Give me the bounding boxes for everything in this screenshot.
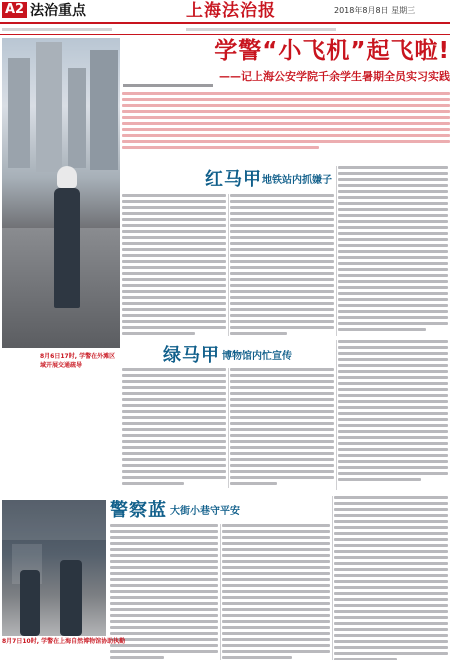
- officer-figure: [54, 188, 80, 308]
- lead-photo-caption: 8月6日17时, 学警在外滩区域开展交通疏导: [40, 353, 116, 369]
- section-2-column-2: [230, 368, 334, 488]
- section-3-column-3: [334, 496, 448, 660]
- column-rule: [228, 194, 229, 336]
- section-name: 法治重点: [30, 3, 86, 19]
- column-rule: [228, 368, 229, 488]
- section-1-column-1: [122, 194, 226, 336]
- masthead-subbar: [0, 24, 450, 34]
- column-rule: [336, 166, 337, 336]
- intro-paragraph: [122, 92, 450, 160]
- newspaper-logo: 上海法治报: [186, 1, 276, 21]
- section-2-column-1: [122, 368, 226, 488]
- subbar-text-placeholder: [186, 28, 336, 31]
- issue-date: 2018年8月8日 星期三: [334, 6, 416, 15]
- lead-photo: [2, 38, 120, 348]
- section-2-subtitle: 博物馆内忙宣传: [222, 351, 292, 362]
- section-3-column-2: [222, 524, 330, 660]
- officer-cap: [57, 166, 77, 188]
- bottom-photo: [2, 500, 106, 636]
- main-subheadline: ——记上海公安学院千余学生暑期全员实习实践: [219, 70, 450, 83]
- column-rule: [220, 524, 221, 660]
- section-3-title: 警察蓝: [110, 500, 167, 521]
- section-2-title: 绿马甲: [163, 345, 220, 366]
- student-officer-figure: [60, 560, 82, 636]
- bottom-photo-caption: 8月7日10时, 学警在上海自然博物馆协助执勤: [2, 638, 126, 645]
- student-officer-figure: [20, 570, 40, 636]
- main-headline: 学警“小飞机”起飞啦!: [214, 38, 450, 64]
- column-rule: [332, 496, 333, 660]
- masthead: [0, 0, 450, 24]
- byline-placeholder: [123, 84, 213, 87]
- section-2-column-3: [338, 340, 448, 490]
- section-1-title: 红马甲: [205, 169, 262, 190]
- masthead-rule: [0, 34, 450, 35]
- section-3-subtitle: 大街小巷守平安: [170, 506, 240, 517]
- section-1-subtitle: 地铁站内抓嫌子: [262, 175, 332, 186]
- subbar-text-placeholder: [2, 28, 112, 31]
- column-rule: [336, 340, 337, 490]
- section-1-column-2: [230, 194, 334, 336]
- section-1-column-3: [338, 166, 448, 336]
- page-number-tag: A2: [2, 2, 27, 18]
